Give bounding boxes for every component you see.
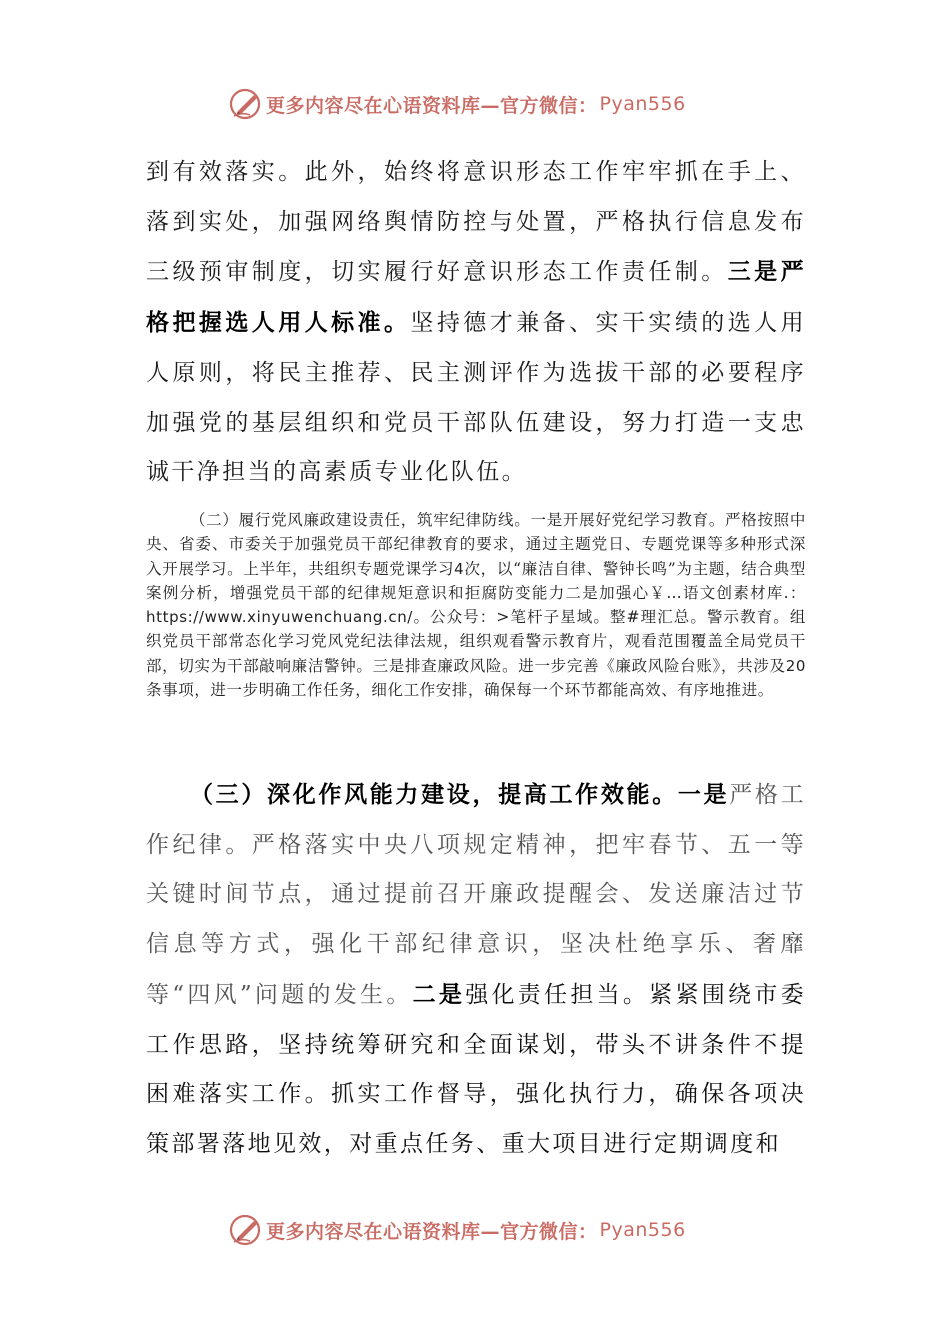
paragraph-1 [146,148,806,498]
para1-bold-heading: 三是严格把握选人用人标准。 [146,258,806,337]
banner-text: 更多内容尽在心语资料库—官方微信： [266,94,598,117]
banner-wechat-id: Pyan556 [599,1219,686,1241]
pen-logo-icon [228,86,264,122]
para3-text-b: 强化责任担当。紧紧围绕市委工作思路，坚持统筹研究和全面谋划，带头不讲条件不提困难落实工作。抓实工作督导，强化执行力，确保各项决策部署落地见效，对重点任务、重大项目进行定期调度和 [146,981,806,1157]
para2-text-c: 。公众号：>笔杆子星域。整#理汇总。警示教育。组织党员干部常态化学习党风党纪法律法规，组织观看警示教育片，观看范围覆盖全局党员干部，切实为干部敲响廉洁警钟。三是排查廉政风险。进一步完善《廉政风险台账》，共涉及 [146,608,806,675]
footer-banner [228,1212,728,1248]
para1-text-b: 坚持德才兼备、实干实绩的选人用人原则，将民主推荐、民主测评作为选拔干部的必要程序加强党的基层组织和党员干部队伍建设，努力打造一支忠诚干净担当的高素质专业化队伍。 [146,310,807,486]
paragraph-2 [146,508,806,702]
paragraph-3 [146,770,806,1170]
pen-logo-icon [228,1212,264,1248]
banner-wechat-id: Pyan556 [599,93,686,115]
para3-bold2: 二是 [412,980,466,1008]
para1-text-a: 到有效落实。此外，始终将意识形态工作牢牢抓在手上、落到实处，加强网络舆情防控与处置，严格执行信息发布三级预审制度，切实履行好意识形态工作责任制。 [146,159,806,286]
para2-url: https://www.xinyuwenchuang.cn/ [146,608,413,627]
para2-count: 4 [454,559,465,578]
para2-text-a: （二）履行党风廉政建设责任，筑牢纪律防线。一是开展好党纪学习教育。严格按照中央、省委、市委关于加强党员干部纪律教育的要求，通过主题党日、专题党课等多种形式深入开展学习。上半年，共组织专题党课学习 [146,511,806,578]
para3-text-a: 严格工作纪律。严格落实中央八项规定精神，把牢春节、五一等关键时间节点，通过提前召开廉政提醒会、发送廉洁过节信息等方式，强化干部纪律意识，坚决杜绝享乐、奢靡等“四风”问题的发生。 [146,782,807,1008]
para2-text-d: 条事项，进一步明确工作任务，细化工作安排，确保每一个环节都能高效、有序地推进。 [146,681,774,700]
header-banner [228,86,728,122]
banner-text: 更多内容尽在心语资料库—官方微信： [266,1220,598,1243]
para3-heading: （三）深化作风能力建设，提高工作效能。一是 [190,781,730,808]
para2-items: 20 [785,656,806,675]
para2-text-b: 次，以“廉洁自律、警钟长鸣”为主题，结合典型案例分析，增强党员干部的纪律规矩意识和拒腐防变能力二是加强心￥…语文创素材库.： [146,559,806,602]
